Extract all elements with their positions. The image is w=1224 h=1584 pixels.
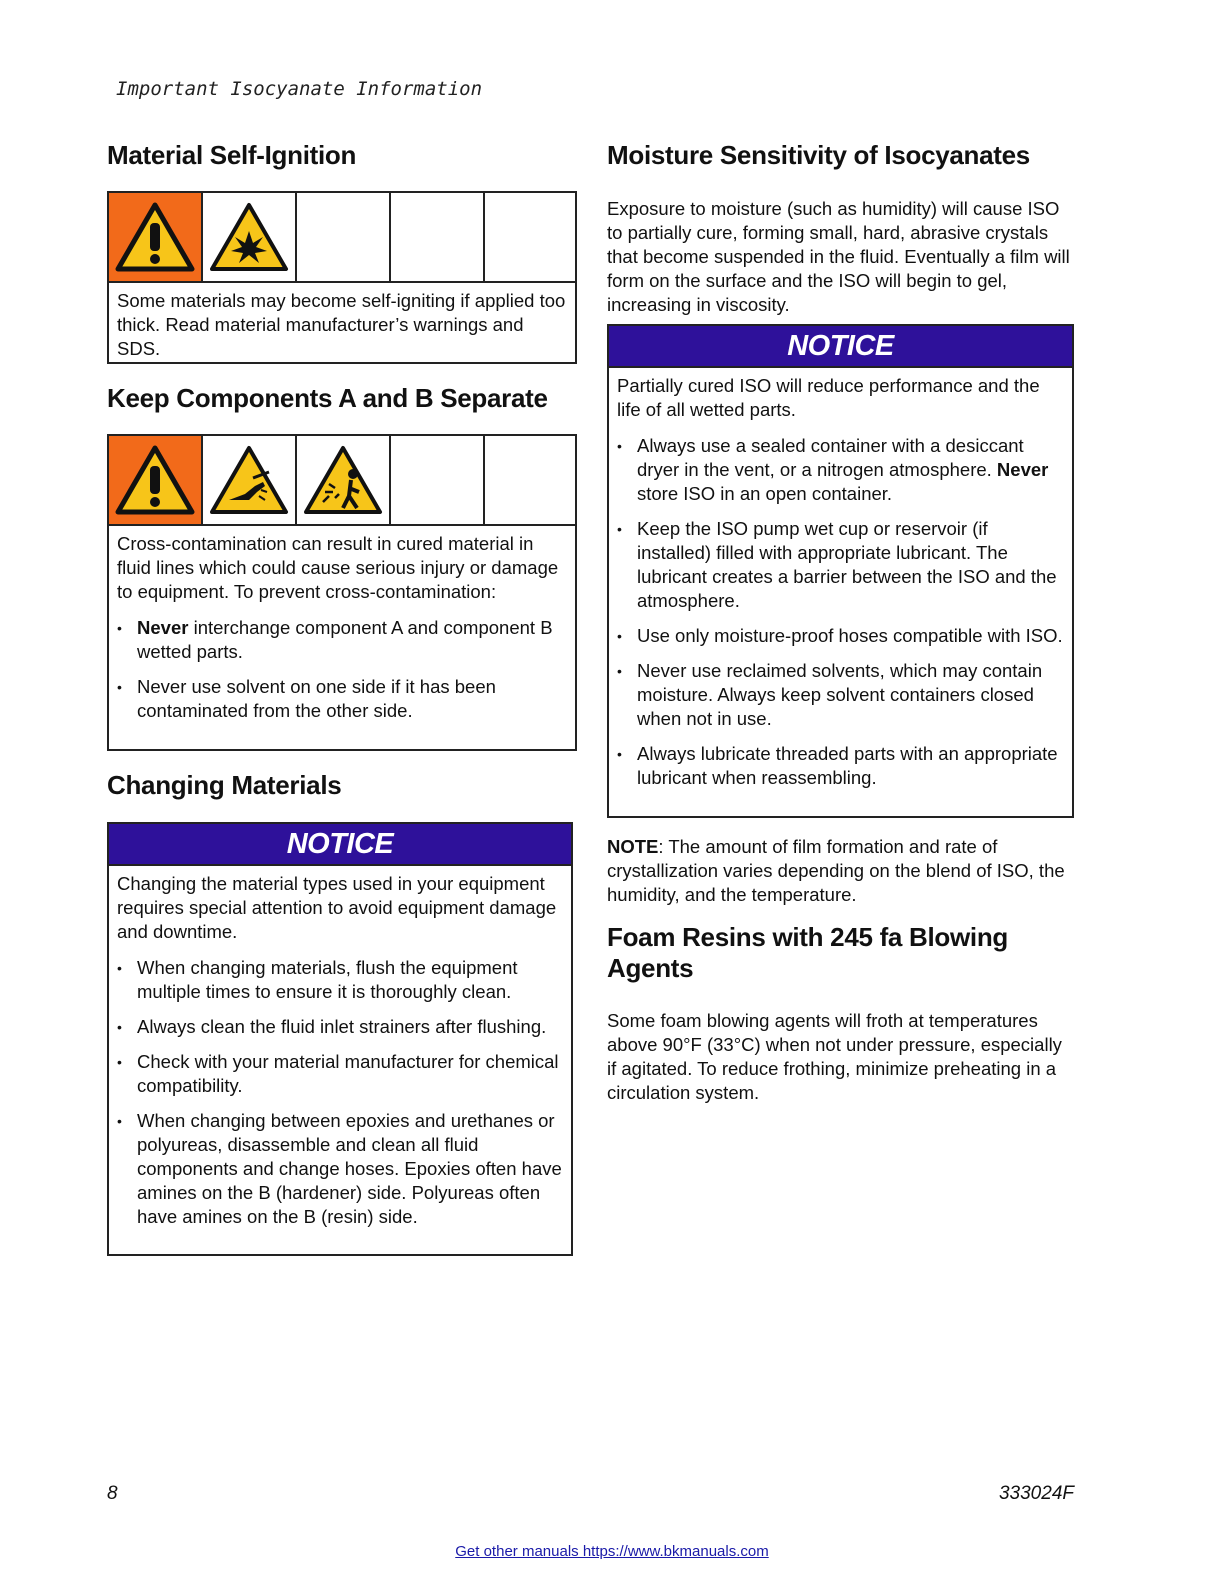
list-item-text: interchange component A and component B wetted parts. bbox=[137, 617, 553, 662]
warning-intro: Cross-contamination can result in cured material in fluid lines which could cause serious injury or damage to equipment. To prevent cross-contamination: bbox=[117, 533, 559, 602]
foam-text: Some foam blowing agents will froth at temperatures above 90°F (33°C) when not under pressure, especially if agitated. To reduce frothing, minimize preheating in a circulation system. bbox=[607, 1010, 1062, 1103]
moisture-note bbox=[607, 835, 1074, 907]
warning-body bbox=[109, 526, 575, 729]
list-item: • Never use solvent on one side if it has been contaminated from the other side. bbox=[117, 675, 567, 723]
hazard-icon-row bbox=[109, 193, 575, 283]
list-item: • Check with your material manufacturer for chemical compatibility. bbox=[117, 1050, 563, 1098]
manuals-link[interactable]: Get other manuals https://www.bkmanuals.com bbox=[455, 1543, 769, 1560]
section-title-moisture: Moisture Sensitivity of Isocyanates bbox=[607, 140, 1030, 170]
notice-body bbox=[109, 866, 571, 1235]
bullet-list bbox=[117, 616, 567, 723]
list-item: • Keep the ISO pump wet cup or reservoir (if installed) filled with appropriate lubricant. The lubricant creates a barrier between the ISO and the atmosphere. bbox=[617, 517, 1064, 613]
emphasis: Never bbox=[137, 617, 189, 638]
warning-text: Some materials may become self-igniting if applied too thick. Read material manufacturer’s warnings and SDS. bbox=[117, 290, 566, 359]
list-item: • Always clean the fluid inlet strainers after flushing. bbox=[117, 1015, 563, 1039]
list-item: • Never use reclaimed solvents, which may contain moisture. Always keep solvent containers closed when not in use. bbox=[617, 659, 1064, 731]
moisture-intro: Exposure to moisture (such as humidity) will cause ISO to partially cure, forming small, hard, abrasive crystals that become suspended in the fluid. Eventually a film will form on the surface and the ISO will begin to gel, increasing in viscosity. bbox=[607, 198, 1070, 315]
warning-exclamation-icon bbox=[109, 436, 203, 524]
notice-label: NOTICE bbox=[609, 326, 1072, 368]
splash-hazard-icon bbox=[297, 436, 391, 524]
skin-injection-icon bbox=[203, 436, 297, 524]
warning-box-self-ignition bbox=[107, 191, 577, 364]
empty-icon-cell bbox=[485, 436, 575, 524]
running-header: Important Isocyanate Information bbox=[116, 78, 483, 100]
document-number: 333024F bbox=[998, 1483, 1074, 1504]
bullet-list bbox=[617, 434, 1064, 790]
bullet-list bbox=[117, 956, 563, 1229]
notice-box-moisture bbox=[607, 324, 1074, 818]
notice-intro: Partially cured ISO will reduce performance and the life of all wetted parts. bbox=[617, 375, 1040, 420]
notice-body bbox=[609, 368, 1072, 796]
list-item bbox=[117, 616, 567, 664]
fire-explosion-icon bbox=[203, 193, 297, 281]
notice-box-changing bbox=[107, 822, 573, 1256]
footer-link-container bbox=[0, 1543, 1224, 1560]
list-item-text: Always use a sealed container with a desiccant dryer in the vent, or a nitrogen atmosphere. bbox=[637, 435, 1024, 480]
warning-box-separate bbox=[107, 434, 577, 751]
section-title-changing: Changing Materials bbox=[107, 770, 342, 800]
list-item: • When changing materials, flush the equipment multiple times to ensure it is thoroughly clean. bbox=[117, 956, 563, 1004]
notice-label: NOTICE bbox=[109, 824, 571, 866]
note-label: NOTE bbox=[607, 836, 659, 857]
list-item bbox=[617, 434, 1064, 506]
empty-icon-cell bbox=[391, 193, 485, 281]
list-item-text: store ISO in an open container. bbox=[637, 483, 893, 504]
list-item: • When changing between epoxies and urethanes or polyureas, disassemble and clean all fluid components and change hoses. Epoxies often have amines on the B (hardener) side. Polyureas often have amines on the B (resin) side. bbox=[117, 1109, 563, 1229]
section-title-self-ignition: Material Self-Ignition bbox=[107, 140, 357, 170]
list-item: • Always lubricate threaded parts with an appropriate lubricant when reassembling. bbox=[617, 742, 1064, 790]
empty-icon-cell bbox=[485, 193, 575, 281]
hazard-icon-row bbox=[109, 436, 575, 526]
emphasis: Never bbox=[996, 459, 1049, 480]
section-title-foam: Foam Resins with 245 fa Blowing Agents bbox=[607, 922, 1009, 983]
note-text: : The amount of film formation and rate of crystallization varies depending on the blend of ISO, the humidity, and the temperature. bbox=[607, 836, 1065, 905]
warning-exclamation-icon bbox=[109, 193, 203, 281]
empty-icon-cell bbox=[391, 436, 485, 524]
notice-intro: Changing the material types used in your equipment requires special attention to avoid equipment damage and downtime. bbox=[117, 873, 557, 942]
empty-icon-cell bbox=[297, 193, 391, 281]
section-title-separate: Keep Components A and B Separate bbox=[107, 383, 548, 413]
list-item: • Use only moisture-proof hoses compatible with ISO. bbox=[617, 624, 1064, 648]
page-number: 8 bbox=[107, 1483, 118, 1504]
